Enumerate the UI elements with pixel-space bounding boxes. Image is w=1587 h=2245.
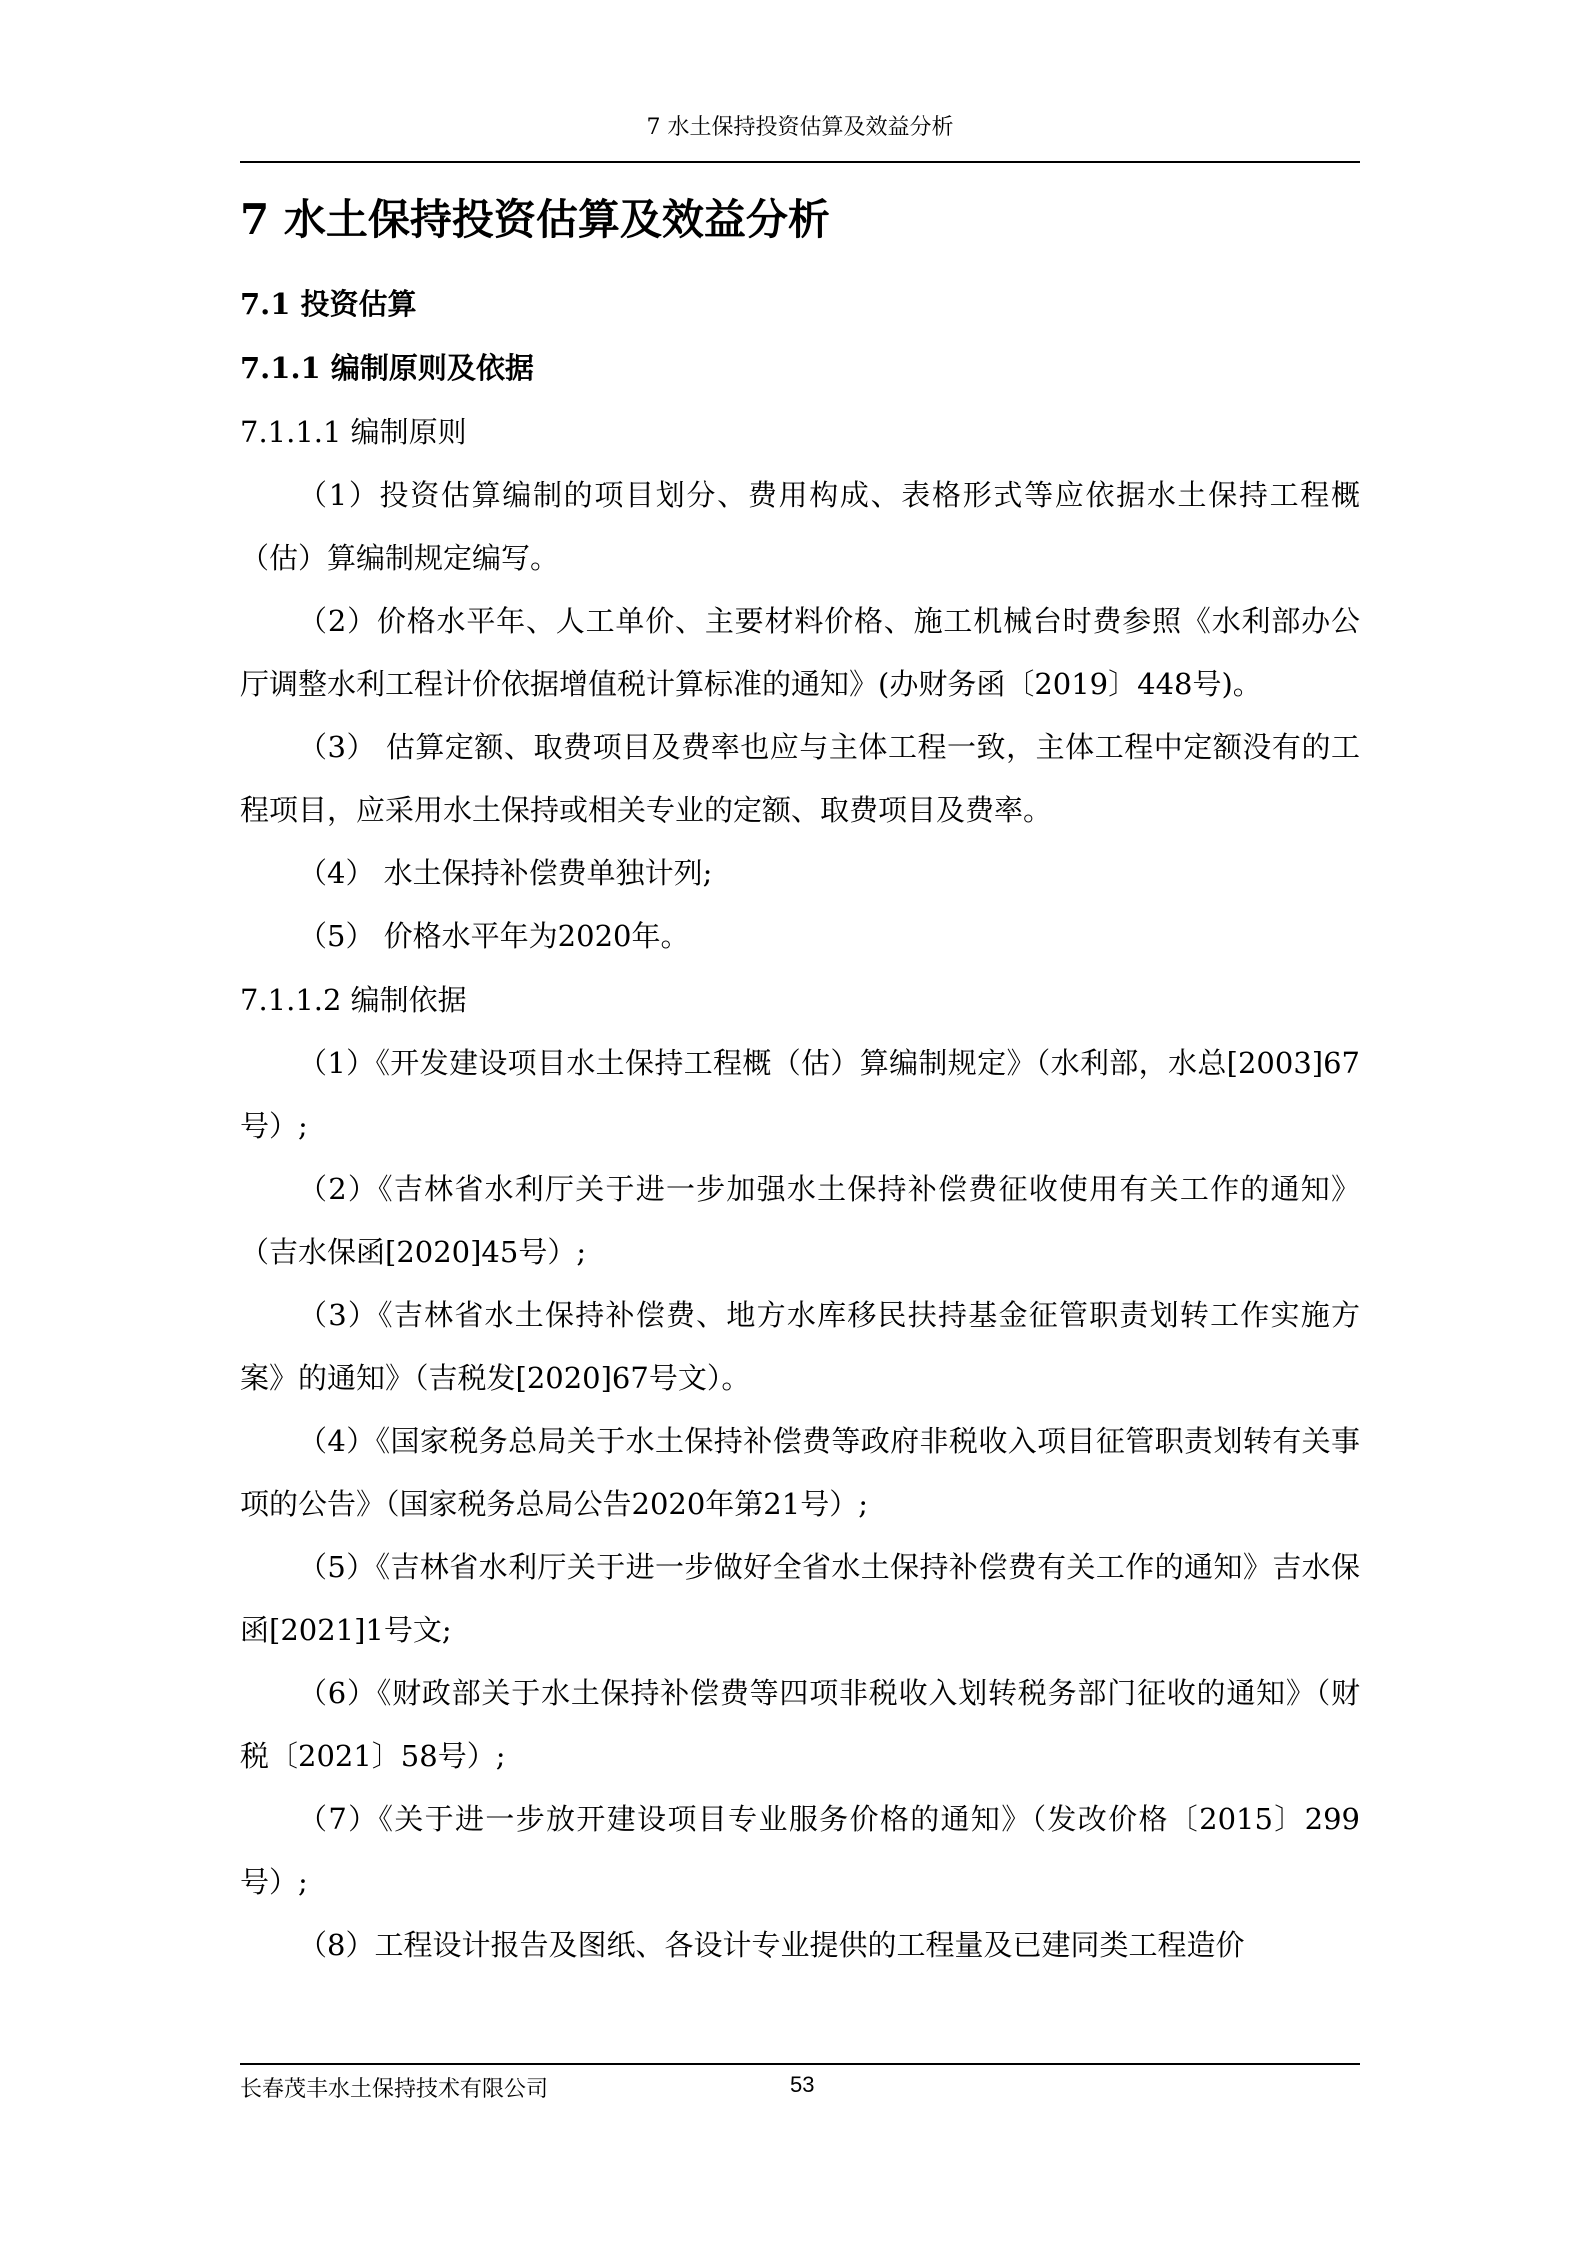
header-divider [240, 161, 1360, 163]
basis-heading: 7.1.1.2 编制依据 [240, 983, 467, 1017]
basis-item: （2）《吉林省水利厅关于进一步加强水土保持补偿费征收使用有关工作的通知》（吉水保函[2020]45号）; [240, 1172, 1360, 1269]
principles-heading: 7.1.1.1 编制原则 [240, 415, 467, 449]
basis-item: （3）《吉林省水土保持补偿费、地方水库移民扶持基金征管职责划转工作实施方案》的通知》（吉税发[2020]67号文）。 [240, 1298, 1360, 1395]
principle-item: （5） 价格水平年为2020年。 [298, 919, 690, 953]
section-title: 7.1 投资估算 [240, 287, 417, 321]
principle-item: （3） 估算定额、取费项目及费率也应与主体工程一致，主体工程中定额没有的工程项目，应采用水土保持或相关专业的定额、取费项目及费率。 [240, 730, 1360, 827]
chapter-title: 7 水土保持投资估算及效益分析 [240, 195, 830, 244]
page-body [240, 190, 1360, 1977]
principle-item: （4） 水土保持补偿费单独计列; [298, 856, 713, 890]
basis-item: （4）《国家税务总局关于水土保持补偿费等政府非税收入项目征管职责划转有关事项的公告》（国家税务总局公告2020年第21号）; [240, 1424, 1360, 1521]
basis-item: （1）《开发建设项目水土保持工程概（估）算编制规定》（水利部，水总[2003]67号）; [240, 1046, 1360, 1143]
page-number: 53 [790, 2072, 815, 2097]
principle-item: （2）价格水平年、人工单价、主要材料价格、施工机械台时费参照《水利部办公厅调整水利工程计价依据增值税计算标准的通知》(办财务函〔2019〕448号)。 [240, 604, 1360, 701]
principle-item: （1）投资估算编制的项目划分、费用构成、表格形式等应依据水土保持工程概（估）算编制规定编写。 [240, 478, 1360, 575]
subsection-title: 7.1.1 编制原则及依据 [240, 351, 534, 385]
basis-item: （6）《财政部关于水土保持补偿费等四项非税收入划转税务部门征收的通知》（财税〔2021〕58号）; [240, 1676, 1360, 1773]
footer-company: 长春茂丰水土保持技术有限公司 [240, 2077, 549, 2102]
footer-divider [240, 2063, 1360, 2065]
basis-item: （5）《吉林省水利厅关于进一步做好全省水土保持补偿费有关工作的通知》吉水保函[2021]1号文; [240, 1550, 1360, 1647]
basis-item: （8）工程设计报告及图纸、各设计专业提供的工程量及已建同类工程造价 [298, 1928, 1245, 1962]
running-header: 7 水土保持投资估算及效益分析 [646, 115, 954, 140]
basis-item: （7）《关于进一步放开建设项目专业服务价格的通知》（发改价格〔2015〕299号）; [240, 1802, 1360, 1899]
